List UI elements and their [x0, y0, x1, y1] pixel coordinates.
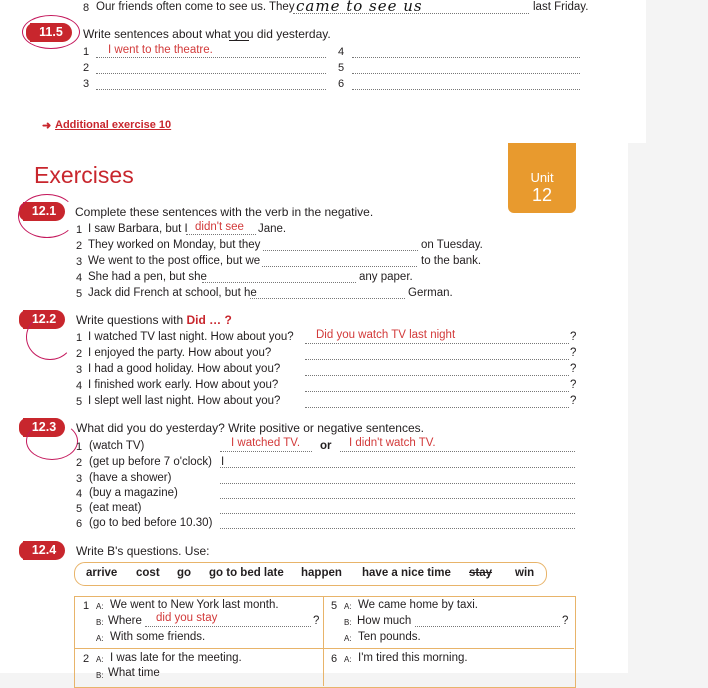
question-mark: ?	[570, 379, 577, 391]
speaker-a: A:	[96, 602, 104, 611]
line-number: 3	[83, 78, 90, 90]
speaker-a: A:	[96, 634, 104, 643]
sentence: They worked on Monday, but they	[88, 239, 261, 251]
answer-line	[352, 57, 580, 58]
speaker-b: B:	[344, 618, 352, 627]
unit-tab	[508, 143, 576, 213]
answer-line	[96, 89, 326, 90]
dialogue-line: We went to New York last month.	[110, 599, 279, 611]
word-option: have a nice time	[362, 567, 451, 579]
line-number: 2	[76, 348, 83, 360]
arrow-icon: ➜	[42, 120, 52, 132]
line-number: 1	[76, 332, 83, 344]
line-number: 3	[76, 364, 83, 376]
speaker-a: A:	[344, 634, 352, 643]
sentence: I saw Barbara, but I	[88, 223, 188, 235]
grid-divider	[74, 648, 574, 649]
prompt: (have a shower)	[89, 472, 172, 484]
speaker-a: A:	[96, 655, 104, 664]
unit-number: 12	[531, 185, 553, 205]
prompt: (go to bed before 10.30)	[89, 517, 213, 529]
handwritten-answer: I didn't watch TV.	[349, 437, 436, 449]
sentence: We went to the post office, but we	[88, 255, 261, 267]
answer-line	[145, 626, 311, 627]
word-option: happen	[301, 567, 342, 579]
exercise-badge: 12.3	[23, 418, 65, 437]
line-number: 4	[76, 380, 83, 392]
word-option: cost	[136, 567, 160, 579]
sentence: Jack did French at school, but he	[88, 287, 257, 299]
answer-line	[220, 451, 312, 452]
answer-line	[340, 451, 575, 452]
line-number: 5	[76, 396, 83, 408]
exercise-badge: 12.4	[23, 541, 65, 560]
exercise-badge: 12.1	[23, 202, 65, 221]
dialogue-line: I'm tired this morning.	[358, 652, 468, 664]
dialogue-line: With some friends.	[110, 631, 206, 643]
line-number: 5	[76, 503, 83, 515]
exercise-instruction: Write sentences about what you did yesterday.	[83, 27, 331, 41]
unit-label: Unit	[530, 170, 554, 185]
pen-circle-mark	[26, 314, 74, 360]
prompt: (get up before 7 o'clock)	[89, 456, 213, 468]
answer-line	[305, 407, 569, 408]
speaker-a: A:	[344, 602, 352, 611]
dialogue-number: 1	[83, 600, 90, 612]
answer-line	[305, 359, 569, 360]
question-mark: ?	[313, 615, 320, 627]
handwritten-answer: I watched TV.	[231, 437, 301, 449]
dialogue-line: We came home by taxi.	[358, 599, 478, 611]
prompt: (buy a magazine)	[89, 487, 178, 499]
word-option-used: stay	[469, 567, 493, 579]
word-option: arrive	[86, 567, 118, 579]
dialogue-line: I was late for the meeting.	[110, 652, 242, 664]
answer-line	[186, 234, 256, 235]
answer-line	[305, 343, 569, 344]
handwritten-answer: I went to the theatre.	[108, 44, 213, 56]
speaker-b: B:	[96, 618, 104, 627]
question-prompt: I enjoyed the party. How about you?	[88, 347, 272, 359]
handwritten-answer: Did you watch TV last night	[316, 329, 456, 341]
answer-line	[415, 626, 560, 627]
line-number: 4	[338, 46, 345, 58]
sentence-end: Jane.	[258, 223, 287, 235]
pen-circle-mark	[18, 194, 76, 238]
question-prompt: I had a good holiday. How about you?	[88, 363, 281, 375]
answer-line	[263, 250, 418, 251]
prompt: (watch TV)	[89, 440, 145, 452]
line-number: 2	[76, 457, 83, 469]
underline-you	[229, 40, 249, 41]
question-prompt: I slept well last night. How about you?	[88, 395, 281, 407]
line-number: 3	[76, 473, 83, 485]
answer-line	[220, 467, 575, 468]
exercise-badge: 12.2	[23, 310, 65, 329]
answer-line	[220, 483, 575, 484]
line-number: 6	[338, 78, 345, 90]
answer-line	[250, 298, 405, 299]
question-mark: ?	[570, 331, 577, 343]
line-number: 1	[76, 224, 83, 236]
dialogue-line: Where	[108, 615, 142, 627]
exercise-instruction: Complete these sentences with the verb in the negative.	[75, 205, 374, 219]
exercise-instruction: Write B's questions. Use:	[76, 544, 210, 558]
sentence-end: on Tuesday.	[421, 239, 483, 251]
speaker-a: A:	[344, 655, 352, 664]
line-number: 1	[83, 46, 90, 58]
speaker-b: B:	[96, 671, 104, 680]
question-mark: ?	[570, 395, 577, 407]
or-label: or	[320, 440, 332, 452]
question-mark: ?	[570, 363, 577, 375]
line-number: 2	[83, 62, 90, 74]
answer-line	[352, 89, 580, 90]
exercise-instruction: What did you do yesterday? Write positive or negative sentences.	[76, 421, 424, 435]
question-prompt: I watched TV last night. How about you?	[88, 331, 294, 343]
sentence: She had a pen, but she	[88, 271, 207, 283]
dialogue-line: Ten pounds.	[358, 631, 421, 643]
typed-cursor-text: I	[221, 456, 225, 468]
sentence-end: German.	[408, 287, 453, 299]
line-number: 5	[76, 288, 83, 300]
item-text-end: last Friday.	[533, 1, 589, 13]
exercise-instruction: Write questions with Did … ?	[76, 313, 232, 327]
sentence-end: to the bank.	[421, 255, 482, 267]
item-text: Our friends often come to see us. They	[96, 1, 295, 13]
word-option: go to bed late	[209, 567, 284, 579]
word-option: go	[177, 567, 192, 579]
answer-line	[220, 498, 575, 499]
handwritten-answer: did you stay	[156, 612, 218, 624]
handwritten-answer: came to see us	[296, 0, 423, 15]
exercise-badge: 11.5	[30, 23, 72, 42]
item-number: 8	[83, 2, 90, 14]
answer-line	[352, 73, 580, 74]
word-option: win	[515, 567, 535, 579]
question-mark: ?	[570, 347, 577, 359]
dialogue-number: 6	[331, 653, 338, 665]
prompt: (eat meat)	[89, 502, 142, 514]
line-number: 6	[76, 518, 83, 530]
answer-line	[220, 528, 575, 529]
additional-exercise-link[interactable]: Additional exercise 10	[55, 119, 172, 131]
line-number: 2	[76, 240, 83, 252]
handwritten-answer: didn't see	[195, 221, 244, 233]
answer-line	[96, 57, 326, 58]
pen-circle-mark	[26, 422, 78, 460]
answer-line	[202, 282, 356, 283]
answer-line	[262, 266, 417, 267]
dialogue-line: What time	[108, 667, 160, 679]
pen-circle-mark	[22, 15, 80, 49]
line-number: 4	[76, 272, 83, 284]
question-mark: ?	[562, 615, 569, 627]
line-number: 5	[338, 62, 345, 74]
line-number: 3	[76, 256, 83, 268]
line-number: 1	[76, 441, 83, 453]
dialogue-line: How much	[357, 615, 412, 627]
section-title: Exercises	[34, 162, 134, 188]
answer-line	[96, 73, 326, 74]
answer-line	[305, 391, 569, 392]
dialogue-number: 2	[83, 653, 90, 665]
line-number: 4	[76, 488, 83, 500]
sentence-end: any paper.	[359, 271, 413, 283]
answer-line	[220, 513, 575, 514]
question-prompt: I finished work early. How about you?	[88, 379, 279, 391]
answer-line	[305, 375, 569, 376]
dialogue-number: 5	[331, 600, 338, 612]
